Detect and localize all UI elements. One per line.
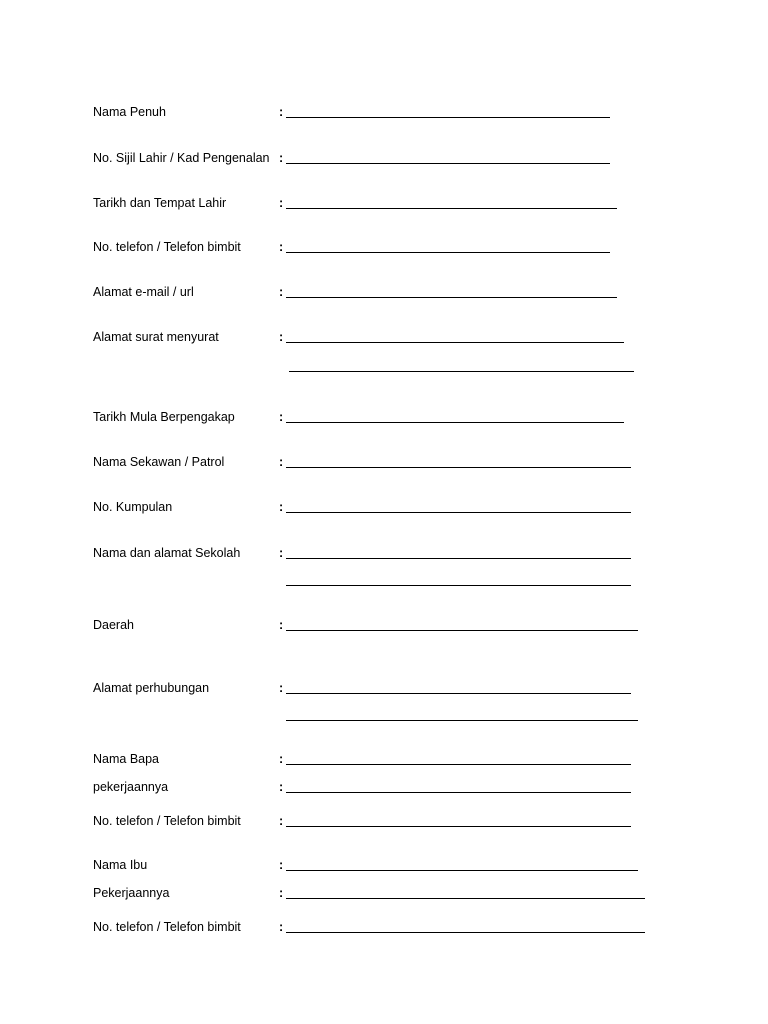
field-colon: : xyxy=(279,886,284,900)
field-colon: : xyxy=(279,285,284,299)
fill-line[interactable] xyxy=(286,558,631,559)
field-colon: : xyxy=(279,618,284,632)
fill-line[interactable] xyxy=(286,630,638,631)
field-label: Pekerjaannya xyxy=(93,886,170,900)
field-sekawan-patrol xyxy=(93,454,653,474)
fill-line[interactable] xyxy=(286,764,631,765)
field-pekerjaan-bapa xyxy=(93,779,653,799)
field-telefon-bapa xyxy=(93,813,653,833)
fill-line[interactable] xyxy=(286,422,624,423)
field-label: Tarikh dan Tempat Lahir xyxy=(93,196,227,210)
field-email xyxy=(93,284,653,304)
field-telefon xyxy=(93,239,653,259)
fill-line[interactable] xyxy=(286,467,631,468)
field-telefon-ibu xyxy=(93,919,653,939)
field-colon: : xyxy=(279,814,284,828)
field-label: No. Kumpulan xyxy=(93,500,173,514)
fill-line[interactable] xyxy=(286,208,617,209)
field-pekerjaan-ibu xyxy=(93,885,653,905)
field-label: Tarikh Mula Berpengakap xyxy=(93,410,235,424)
field-label: Nama Penuh xyxy=(93,105,166,119)
field-nama-ibu xyxy=(93,857,653,877)
field-nama-bapa xyxy=(93,751,653,771)
field-tarikh-tempat-lahir xyxy=(93,195,653,215)
field-label: Nama Sekawan / Patrol xyxy=(93,455,225,469)
field-label: Alamat surat menyurat xyxy=(93,330,219,344)
fill-line[interactable] xyxy=(286,826,631,827)
field-sijil-lahir xyxy=(93,150,653,170)
field-colon: : xyxy=(279,105,284,119)
field-label: Nama dan alamat Sekolah xyxy=(93,546,241,560)
field-colon: : xyxy=(279,681,284,695)
fill-line[interactable] xyxy=(286,297,617,298)
field-colon: : xyxy=(279,752,284,766)
field-colon: : xyxy=(279,500,284,514)
fill-line[interactable] xyxy=(286,163,610,164)
field-colon: : xyxy=(279,780,284,794)
field-label: No. telefon / Telefon bimbit xyxy=(93,920,241,934)
field-colon: : xyxy=(279,858,284,872)
field-label: pekerjaannya xyxy=(93,780,169,794)
field-label: Nama Ibu xyxy=(93,858,148,872)
field-colon: : xyxy=(279,455,284,469)
fill-line[interactable] xyxy=(286,342,624,343)
field-colon: : xyxy=(279,240,284,254)
field-alamat-perhubungan xyxy=(93,680,653,700)
fill-line[interactable] xyxy=(286,252,610,253)
field-tarikh-berpengakap xyxy=(93,409,653,429)
field-colon: : xyxy=(279,196,284,210)
field-colon: : xyxy=(279,330,284,344)
field-label: No. telefon / Telefon bimbit xyxy=(93,814,241,828)
field-alamat-surat xyxy=(93,329,653,349)
fill-line-continuation[interactable] xyxy=(286,585,631,586)
field-colon: : xyxy=(279,410,284,424)
field-colon: : xyxy=(279,920,284,934)
field-label: Alamat perhubungan xyxy=(93,681,210,695)
fill-line-continuation[interactable] xyxy=(289,371,634,372)
field-colon: : xyxy=(279,151,284,165)
field-kumpulan xyxy=(93,499,653,519)
field-colon: : xyxy=(279,546,284,560)
fill-line[interactable] xyxy=(286,792,631,793)
field-label: No. telefon / Telefon bimbit xyxy=(93,240,241,254)
field-label: No. Sijil Lahir / Kad Pengenalan xyxy=(93,151,270,165)
fill-line[interactable] xyxy=(286,512,631,513)
field-label: Alamat e-mail / url xyxy=(93,285,194,299)
field-label: Nama Bapa xyxy=(93,752,160,766)
fill-line[interactable] xyxy=(286,932,645,933)
field-nama-penuh xyxy=(93,104,653,124)
fill-line[interactable] xyxy=(286,898,645,899)
fill-line[interactable] xyxy=(286,693,631,694)
fill-line[interactable] xyxy=(286,117,610,118)
field-sekolah xyxy=(93,545,653,565)
fill-line-continuation[interactable] xyxy=(286,720,638,721)
fill-line[interactable] xyxy=(286,870,638,871)
field-label: Daerah xyxy=(93,618,134,632)
field-daerah xyxy=(93,617,653,637)
